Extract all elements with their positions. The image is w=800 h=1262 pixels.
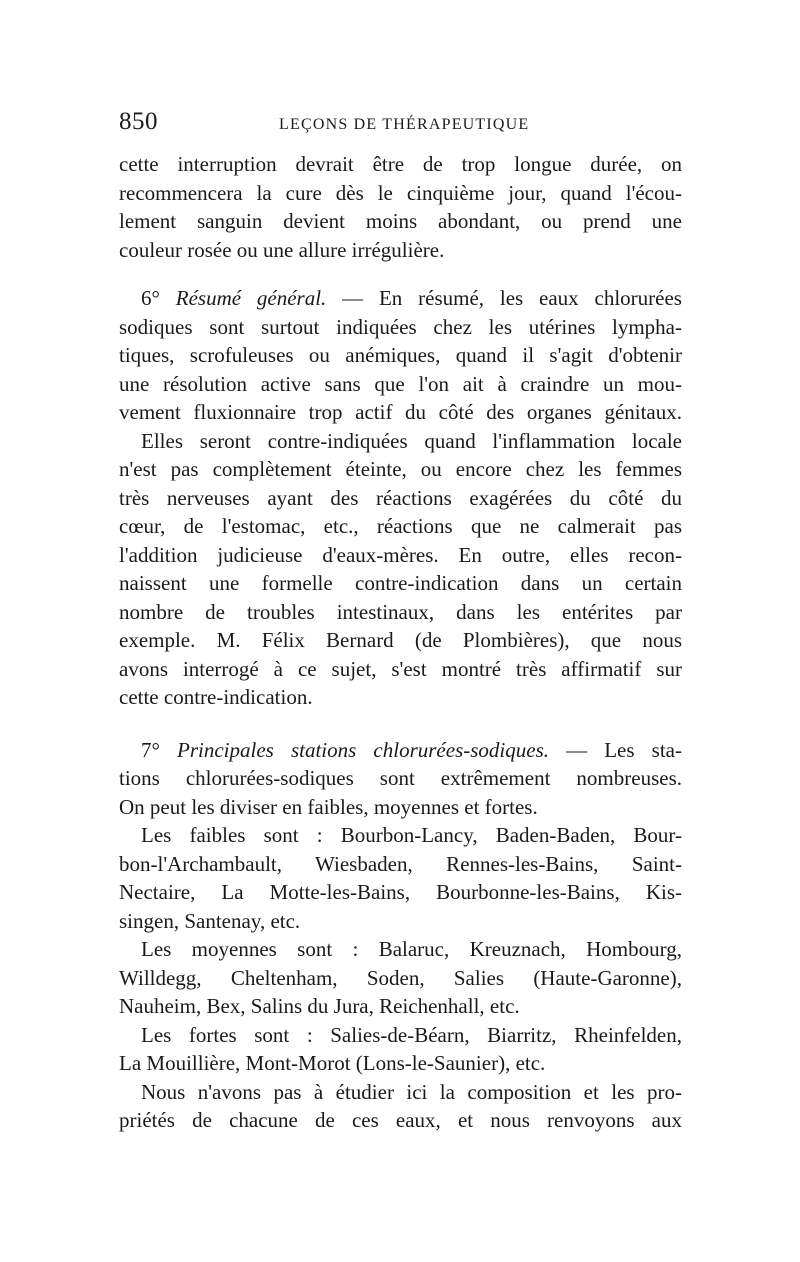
text-line: On peut les diviser en faibles, moyennes et fortes. xyxy=(119,794,538,819)
paragraph-spacer xyxy=(119,712,682,736)
text-line: tiques, scrofuleuses ou anémiques, quand il s'agit d'obtenir xyxy=(119,343,682,367)
text-line: l'addition judicieuse d'eaux-mères. En outre, elles recon- xyxy=(119,542,682,567)
section-heading-line xyxy=(119,736,682,765)
section-heading: Résumé général. xyxy=(175,286,327,310)
text-line: tions chlorurées-sodiques sont extrêmement nombreuses. xyxy=(119,766,682,790)
paragraph-contre-indications xyxy=(119,427,682,712)
text-line: Les fortes sont : Salies-de-Béarn, Biarritz, Rheinfelden, xyxy=(141,1022,682,1047)
text-line: La Mouillière, Mont-Morot (Lons-le-Saunier), etc. xyxy=(119,1051,546,1075)
paragraph-conclusion xyxy=(119,1078,682,1135)
text-line: cette contre-indication. xyxy=(119,685,313,709)
text-line: nombre de troubles intestinaux, dans les entérites par xyxy=(119,599,682,624)
section-number: 7° xyxy=(141,737,160,762)
text-line: cœur, de l'estomac, etc., réactions que ne calmerait pas xyxy=(119,514,682,538)
paragraph-stations-faibles xyxy=(119,821,682,935)
body-text xyxy=(119,150,682,1135)
text-line: Willdegg, Cheltenham, Soden, Salies (Haute-Garonne), xyxy=(119,965,682,990)
text-line: Les faibles sont : Bourbon-Lancy, Baden-Baden, Bour- xyxy=(141,823,682,847)
text-line: couleur rosée ou une allure irrégulière. xyxy=(119,237,445,262)
text-line: Les moyennes sont : Balaruc, Kreuznach, Hombourg, xyxy=(141,937,682,961)
text-line: Nectaire, La Motte-les-Bains, Bourbonne-les-Bains, Kis- xyxy=(119,880,682,904)
text-line: sodiques sont surtout indiquées chez les utérines lympha- xyxy=(119,314,682,339)
text-line: Nauheim, Bex, Salins du Jura, Reichenhall, etc. xyxy=(119,994,520,1018)
running-title: LEÇONS DE THÉRAPEUTIQUE xyxy=(279,116,530,133)
heading-line-rest: — En résumé, les eaux chlorurées xyxy=(326,286,682,310)
text-line: une résolution active sans que l'on ait à craindre un mou- xyxy=(119,371,682,396)
text-line: singen, Santenay, etc. xyxy=(119,908,301,933)
text-line: recommencera la cure dès le cinquième jour, quand l'écou- xyxy=(119,180,682,205)
text-line: cette interruption devrait être de trop longue durée, on xyxy=(119,152,682,176)
paragraph-stations-moyennes xyxy=(119,935,682,1021)
text-line: vement fluxionnaire trop actif du côté des organes génitaux. xyxy=(119,400,682,424)
text-line: n'est pas complètement éteinte, ou encore chez les femmes xyxy=(119,457,682,481)
section-heading-line xyxy=(119,284,682,313)
heading-line-rest: — Les sta- xyxy=(549,737,682,762)
text-line: très nerveuses ayant des réactions exagérées du côté du xyxy=(119,485,682,510)
text-line: exemple. M. Félix Bernard (de Plombières), que nous xyxy=(119,628,682,652)
section-principales-stations xyxy=(119,736,682,822)
section-number: 6° xyxy=(141,286,160,310)
text-line: avons interrogé à ce sujet, s'est montré très affirmatif sur xyxy=(119,656,682,681)
text-line: lement sanguin devient moins abondant, ou prend une xyxy=(119,209,682,233)
running-head xyxy=(119,104,682,144)
paragraph-stations-fortes xyxy=(119,1021,682,1078)
text-line: naissent une formelle contre-indication dans un certain xyxy=(119,571,682,595)
text-line: Elles seront contre-indiquées quand l'inflammation locale xyxy=(141,428,682,453)
paragraph-spacer xyxy=(119,264,682,284)
page-number: 850 xyxy=(119,108,158,135)
text-line: Nous n'avons pas à étudier ici la composition et les pro- xyxy=(141,1079,682,1104)
text-line: priétés de chacune de ces eaux, et nous renvoyons aux xyxy=(119,1108,682,1132)
text-line: bon-l'Archambault, Wiesbaden, Rennes-les-Bains, Saint- xyxy=(119,851,682,876)
section-heading: Principales stations chlorurées-sodiques. xyxy=(177,737,549,762)
paragraph-continuation xyxy=(119,150,682,264)
section-resume-general xyxy=(119,284,682,427)
